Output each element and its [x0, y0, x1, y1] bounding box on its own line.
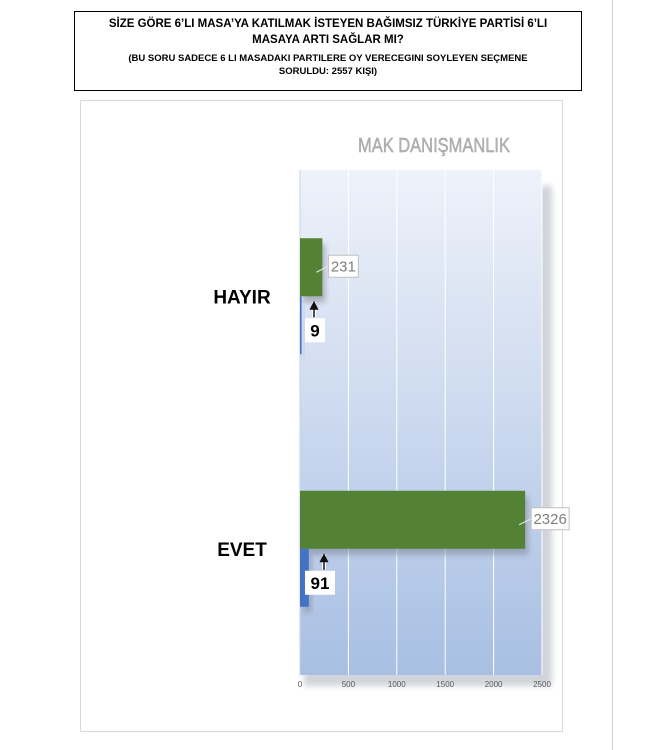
x-tick-label: 2500: [533, 680, 551, 689]
plot-area: [300, 170, 542, 675]
x-tick-label: 2000: [484, 680, 503, 689]
x-tick-label: 1000: [387, 680, 406, 689]
x-tick-label: 0: [297, 680, 303, 689]
category-label: HAYIR: [213, 287, 271, 309]
bar-hayir-green: [300, 238, 322, 296]
data-label-green: 2326: [533, 510, 567, 528]
category-label: EVET: [217, 539, 267, 561]
question-subtitle: (BU SORU SADECE 6 LI MASADAKI PARTILERE OY VERECEGINI SOYLEYEN SEÇMENE SORULDU: 2557 KIŞI): [128, 53, 528, 77]
data-label-blue: 9: [310, 321, 320, 341]
x-tick-label: 1500: [436, 680, 455, 689]
question-title: SİZE GÖRE 6’LI MASA’YA KATILMAK İSTEYEN BAĞIMSIZ TÜRKİYE PARTİSİ 6’LI MASAYA ARTI SAĞLAR MI?: [108, 18, 548, 46]
x-tick-label: 500: [341, 680, 356, 689]
data-label-green: 231: [330, 258, 356, 276]
category-labels: [213, 287, 271, 561]
watermark-text: MAK DANIŞMANLIK: [358, 135, 511, 157]
bar-evet-green: [300, 491, 525, 549]
bar-shadow: [303, 302, 305, 360]
bar-hayir-blue: [300, 296, 302, 354]
data-label-blue: 91: [310, 573, 330, 593]
